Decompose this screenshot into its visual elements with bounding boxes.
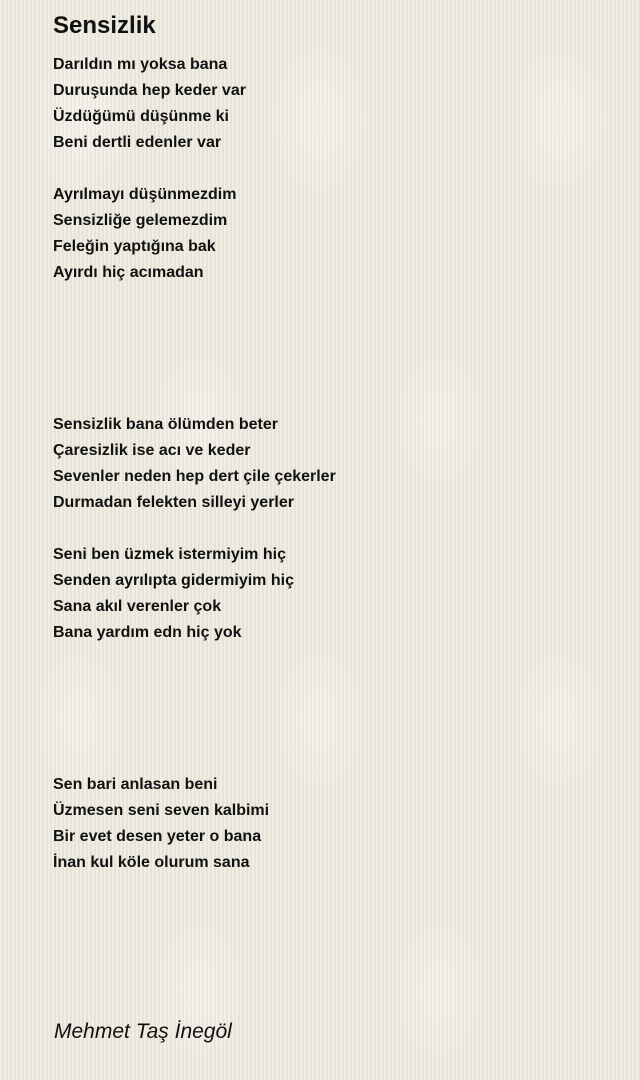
stanza-3 [53,412,613,516]
section-gap [53,286,613,412]
stanza-5 [53,772,613,876]
poem-line: Sensizlik bana ölümden beter [53,416,278,433]
poem-line: Sensizliğe gelemezdim [53,212,228,229]
poem-line: Senden ayrılıpta gidermiyim hiç [53,572,294,589]
stanza-1 [53,52,613,156]
poem-line: Üzmesen seni seven kalbimi [53,802,270,819]
stanza-2 [53,182,613,286]
poem-line: Ayrılmayı düşünmezdim [53,186,237,203]
poem-line: Sen bari anlasan beni [53,776,218,793]
poem-line: Sevenler neden hep dert çile çekerler [53,468,336,485]
poem-line: Çaresizlik ise acı ve keder [53,442,251,459]
poem-line: Duruşunda hep keder var [53,82,246,99]
section-gap [53,646,613,772]
poem-title: Sensizlik [53,12,156,39]
poem-line: Durmadan felekten silleyi yerler [53,494,294,511]
poem-line: Sana akıl verenler çok [53,598,222,615]
poem-line: Feleğin yaptığına bak [53,238,216,255]
stanza-gap [53,516,613,542]
poem-author: Mehmet Taş İnegöl [54,1020,232,1043]
poem-line: Üzdüğümü düşünme ki [53,108,229,125]
poem-line: Ayırdı hiç acımadan [53,264,204,281]
poem-line: Bir evet desen yeter o bana [53,828,262,845]
poem-line: Seni ben üzmek istermiyim hiç [53,546,286,563]
poem-line: Darıldın mı yoksa bana [53,56,228,73]
poem-body [53,52,613,876]
stanza-4 [53,542,613,646]
stanza-gap [53,156,613,182]
poem-line: Beni dertli edenler var [53,134,222,151]
poem-line: İnan kul köle olurum sana [53,854,250,871]
poem-line: Bana yardım edn hiç yok [53,624,242,641]
